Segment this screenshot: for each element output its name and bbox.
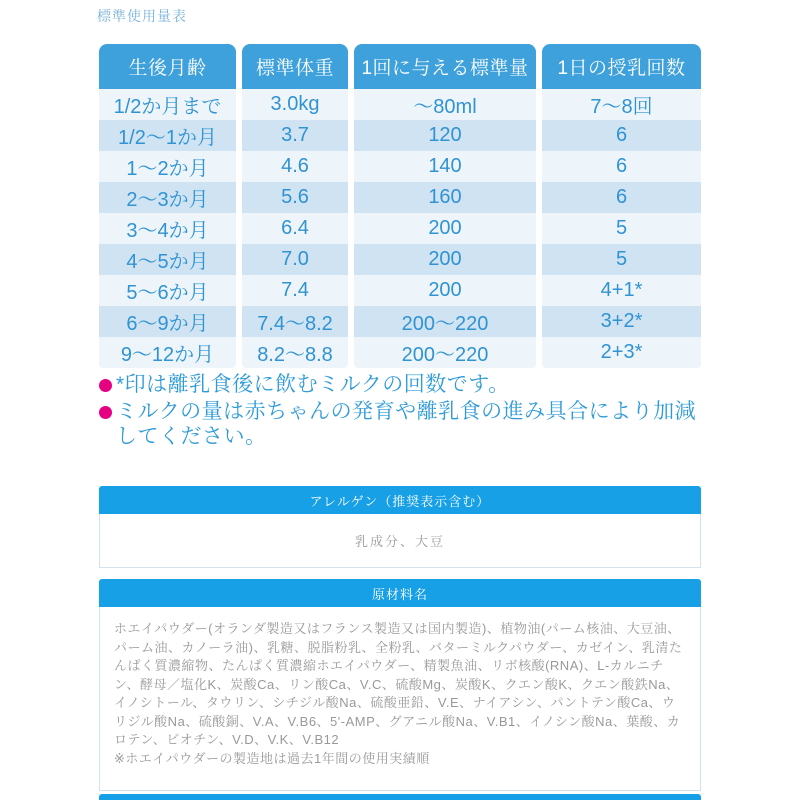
- note-bullet-icon: [99, 379, 112, 392]
- usage-table-cell: 6: [542, 182, 701, 213]
- usage-table-cell: 8.2～8.8: [242, 337, 348, 368]
- usage-table: [99, 44, 701, 368]
- note-bullet-icon: [99, 406, 112, 419]
- ingredients-body: [99, 607, 701, 791]
- usage-notes: [99, 372, 711, 451]
- usage-table-cell: 7.4: [242, 275, 348, 306]
- allergen-body: 乳成分、大豆: [99, 514, 701, 568]
- usage-table-header-cell: 1回に与える標準量: [354, 44, 536, 89]
- usage-table-cell: 5: [542, 213, 701, 244]
- usage-table-header-cell: 1日の授乳回数: [542, 44, 701, 89]
- usage-table-cell: 200～220: [354, 306, 536, 337]
- usage-table-cell: 3.7: [242, 120, 348, 151]
- usage-table-cell: 200: [354, 275, 536, 306]
- usage-note: [99, 399, 711, 449]
- usage-table-cell: 2+3*: [542, 337, 701, 368]
- usage-table-cell: 6: [542, 120, 701, 151]
- usage-table-cell: 160: [354, 182, 536, 213]
- note-text: *印は離乳食後に飲むミルクの回数です。: [116, 373, 510, 396]
- usage-table-cell: 3.0kg: [242, 89, 348, 120]
- usage-table-cell: 5: [542, 244, 701, 275]
- usage-note: [99, 372, 711, 397]
- usage-table-cell: 4+1*: [542, 275, 701, 306]
- usage-table-cell: 4.6: [242, 151, 348, 182]
- usage-table-cell: 6～9か月: [99, 306, 236, 337]
- next-section-header-partial: [99, 794, 701, 800]
- usage-table-cell: 1/2か月まで: [99, 89, 236, 120]
- page-title: 標準使用量表: [97, 8, 187, 24]
- usage-table-cell: 1/2～1か月: [99, 120, 236, 151]
- usage-table-cell: 200: [354, 244, 536, 275]
- usage-table-cell: 1～2か月: [99, 151, 236, 182]
- usage-table-cell: 6: [542, 151, 701, 182]
- usage-table-cell: 7.4～8.2: [242, 306, 348, 337]
- usage-table-cell: 6.4: [242, 213, 348, 244]
- ingredients-header: 原材料名: [99, 579, 701, 607]
- note-text: ミルクの量は赤ちゃんの発育や離乳食の進み具合により加減してください。: [116, 400, 697, 448]
- usage-table-cell: 4～5か月: [99, 244, 236, 275]
- usage-table-cell: 200～220: [354, 337, 536, 368]
- allergen-section: [99, 486, 701, 568]
- usage-table-header-cell: 標準体重: [242, 44, 348, 89]
- usage-table-cell: 5～6か月: [99, 275, 236, 306]
- ingredients-section: [99, 579, 701, 791]
- usage-table-header-cell: 生後月齢: [99, 44, 236, 89]
- usage-table-cell: 3+2*: [542, 306, 701, 337]
- usage-table-cell: 200: [354, 213, 536, 244]
- usage-table-cell: 9～12か月: [99, 337, 236, 368]
- usage-table-cell: 120: [354, 120, 536, 151]
- usage-table-cell: 140: [354, 151, 536, 182]
- ingredients-note: ※ホエイパウダーの製造地は過去1年間の使用実績順: [114, 750, 430, 766]
- usage-table-cell: 3～4か月: [99, 213, 236, 244]
- usage-table-cell: 5.6: [242, 182, 348, 213]
- allergen-header: アレルゲン（推奨表示含む）: [99, 486, 701, 514]
- usage-table-cell: 7～8回: [542, 89, 701, 120]
- usage-table-cell: 7.0: [242, 244, 348, 275]
- usage-table-cell: 2～3か月: [99, 182, 236, 213]
- ingredients-text: ホエイパウダー(オランダ製造又はフランス製造又は国内製造)、植物油(パーム核油、大豆油、パーム油、カノーラ油)、乳糖、脱脂粉乳、全粉乳、バターミルクパウダー、カゼイン、乳清たんぱく質濃縮物、たんぱく質濃縮ホエイパウダー、精製魚油、リボ核酸(RNA)、L-カルニチン、酵母／塩化K、炭酸Ca、リン酸Ca、V.C、硫酸Mg、炭酸K、クエン酸K、クエン酸鉄Na、イノシトール、タウリン、シチジル酸Na、硫酸亜鉛、V.E、ナイアシン、パントテン酸Ca、ウリジル酸Na、硫酸銅、V.A、V.B6、5'-AMP、グアニル酸Na、V.B1、イノシン酸Na、葉酸、カロテン、ビオチン、V.D、V.K、V.B12: [114, 621, 683, 747]
- usage-table-cell: ～80ml: [354, 89, 536, 120]
